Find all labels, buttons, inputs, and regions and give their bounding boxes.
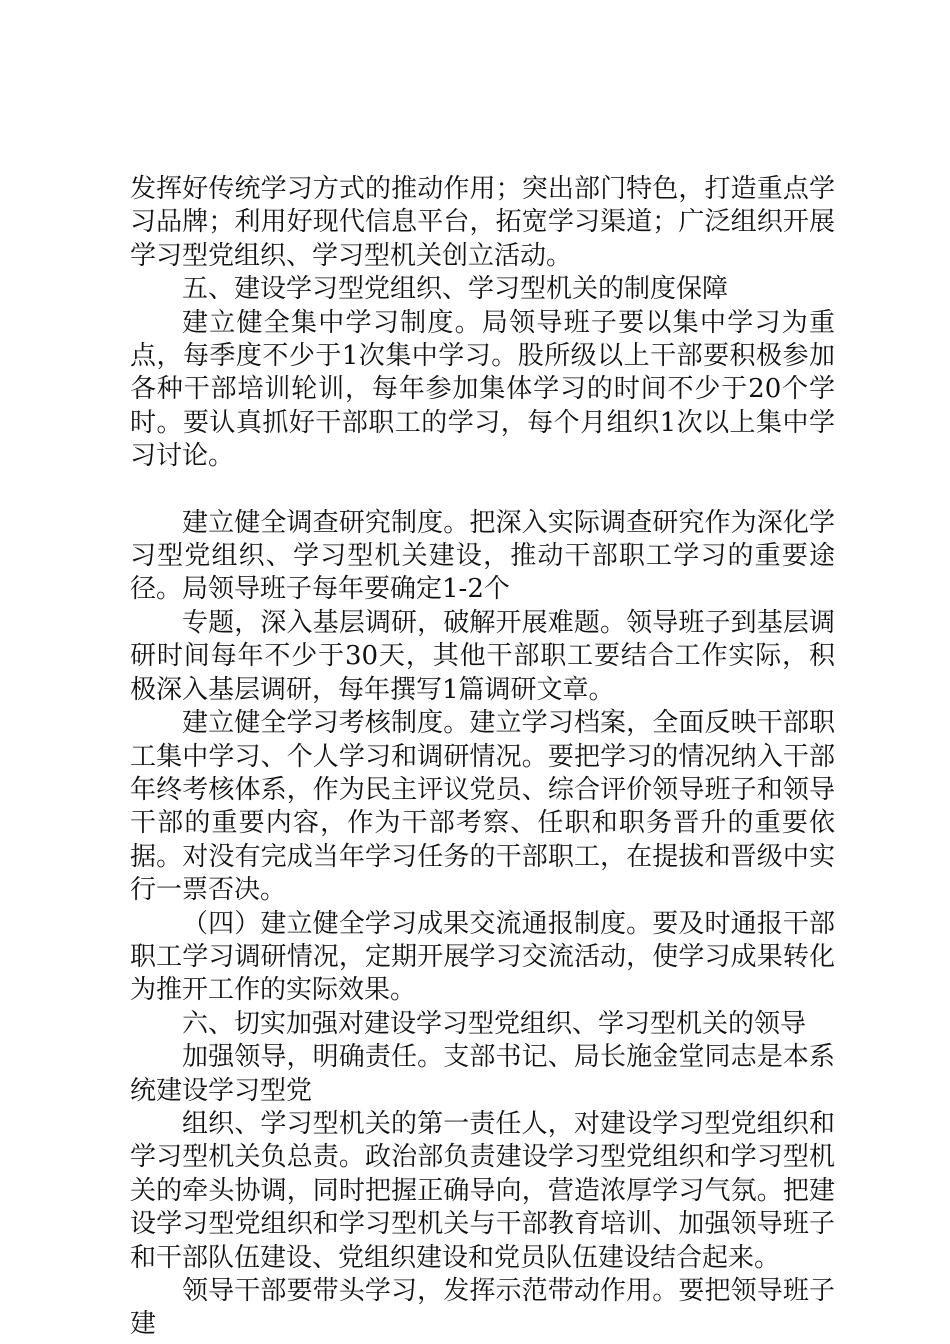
paragraph-leaders-lead-study: 领导干部要带头学习，发挥示范带动作用。要把领导班子建 — [130, 1276, 835, 1340]
section-heading-six: 六、切实加强对建设学习型党组织、学习型机关的领导 — [182, 1008, 807, 1039]
paragraph-first-responsible-person: 组织、学习型机关的第一责任人，对建设学习型党组织和学习型机关负总责。政治部负责建设学习型党组织和学习型机关的牵头协调，同时把握正确导向，营造浓厚学习气氛。把建设学习型党组织和学习型机关与干部教育培训、加强领导班子和干部队伍建设、党组织建设和党员队伍建设结合起来。 — [130, 1108, 835, 1273]
paragraph-assessment-system: 建立健全学习考核制度。建立学习档案，全面反映干部职工集中学习、个人学习和调研情况。要把学习的情况纳入干部年终考核体系，作为民主评议党员、综合评价领导班子和领导干部的重要内容，作为干部考察、任职和职务晋升的重要依据。对没有完成当年学习任务的干部职工，在提拔和晋级中实行一票否决。 — [130, 708, 835, 906]
paragraph-results-exchange: （四）建立健全学习成果交流通报制度。要及时通报干部职工学习调研情况，定期开展学习交流活动，使学习成果转化为推开工作的实际效果。 — [130, 908, 835, 1006]
paragraph-study-methods: 发挥好传统学习方式的推动作用；突出部门特色，打造重点学习品牌；利用好现代信息平台，拓宽学习渠道；广泛组织开展学习型党组织、学习型机关创立活动。 — [130, 174, 835, 271]
section-heading-five: 五、建设学习型党组织、学习型机关的制度保障 — [182, 274, 729, 305]
paragraph-group-study-system: 建立健全集中学习制度。局领导班子要以集中学习为重点，每季度不少于1次集中学习。股所级以上干部要积极参加各种干部培训轮训，每年参加集体学习的时间不少于20个学时。要认真抓好干部职工的学习，每个月组织1次以上集中学习讨论。 — [130, 307, 835, 472]
paragraph-spacer — [130, 474, 835, 507]
paragraph-research-topics: 专题，深入基层调研，破解开展难题。领导班子到基层调研时间每年不少于30天，其他干部职工要结合工作实际，积极深入基层调研，每年撰写1篇调研文章。 — [130, 607, 835, 705]
paragraph-leadership-responsibility: 加强领导，明确责任。支部书记、局长施金堂同志是本系统建设学习型党 — [130, 1042, 835, 1106]
paragraph-research-system: 建立健全调查研究制度。把深入实际调查研究作为深化学习型党组织、学习型机关建设，推动干部职工学习的重要途径。局领导班子每年要确定1-2个 — [130, 507, 835, 605]
document-body — [130, 173, 835, 1342]
